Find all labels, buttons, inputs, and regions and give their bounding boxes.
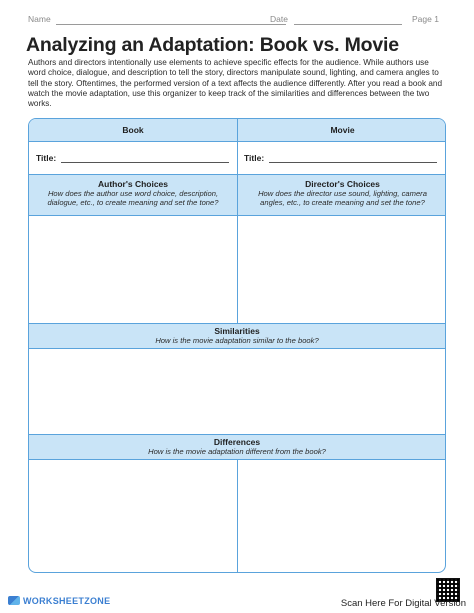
scan-caption: Scan Here For Digital Version	[340, 598, 466, 609]
authors-choices-header	[29, 175, 237, 215]
differences-writing-area	[29, 460, 445, 573]
date-label: Date	[270, 14, 288, 24]
differences-movie-answer-box[interactable]	[238, 460, 446, 573]
book-title-field[interactable]	[61, 162, 229, 163]
name-label: Name	[28, 14, 51, 24]
book-title-label: Title:	[36, 153, 57, 163]
page-number: Page 1	[412, 14, 439, 24]
differences-heading: Differences	[213, 437, 261, 447]
authors-choices-heading: Author's Choices	[97, 179, 169, 189]
logo-text: WORKSHEETZONE	[23, 596, 111, 606]
movie-title-field[interactable]	[269, 162, 437, 163]
movie-title-label: Title:	[244, 153, 265, 163]
similarities-question: How is the movie adaptation similar to the book?	[155, 336, 319, 345]
column-divider	[237, 460, 238, 573]
movie-header: Movie	[330, 125, 355, 135]
worksheetzone-logo-icon	[8, 596, 20, 605]
page-title: Analyzing an Adaptation: Book vs. Movie	[26, 34, 399, 56]
page-footer	[0, 594, 474, 613]
similarities-answer-box[interactable]	[29, 349, 445, 434]
book-header: Book	[122, 125, 144, 135]
differences-book-answer-box[interactable]	[29, 460, 237, 573]
similarities-header-row	[29, 324, 445, 348]
directors-choices-heading: Director's Choices	[305, 179, 380, 189]
worksheetzone-logo[interactable]	[8, 596, 110, 606]
directors-choices-header	[238, 175, 446, 215]
authors-choices-question: How does the author use word choice, description, dialogue, etc., to create meaning and set the tone?	[47, 189, 219, 208]
authors-choices-answer-box[interactable]	[29, 216, 237, 323]
graphic-organizer	[28, 118, 446, 573]
intro-paragraph: Authors and directors intentionally use elements to achieve specific effects for the audience. While authors use word choice, dialogue, and description to tell the story, directors manipulate sound, lighting, and camera angles to tell the story. Oftentimes, the performed version of a text affects the audience differently. After you read a book and watch the movie adaptation, use this organizer to keep track of the similarities and differences between the two works.	[28, 58, 443, 109]
date-field-line[interactable]	[294, 24, 402, 25]
similarities-heading: Similarities	[214, 326, 260, 336]
name-field-line[interactable]	[56, 24, 286, 25]
worksheet-header	[28, 14, 446, 28]
differences-header-row	[29, 435, 445, 459]
column-divider	[237, 119, 238, 323]
differences-question: How is the movie adaptation different from the book?	[148, 447, 326, 456]
directors-choices-answer-box[interactable]	[238, 216, 446, 323]
directors-choices-question: How does the director use sound, lighting, camera angles, etc., to create meaning and set the tone?	[258, 189, 427, 208]
